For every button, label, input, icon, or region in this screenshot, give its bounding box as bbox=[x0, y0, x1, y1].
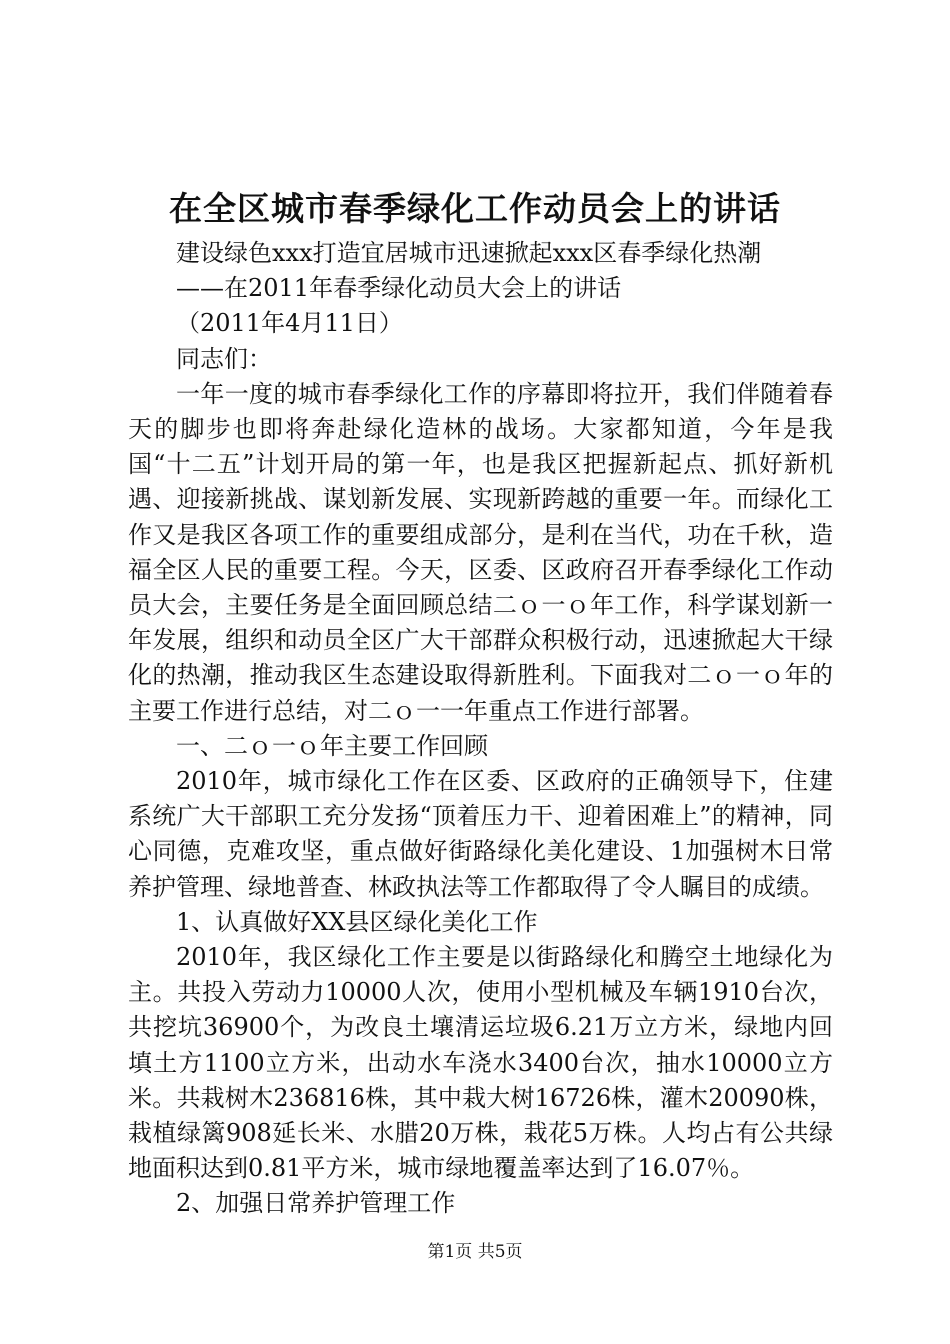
document-title: 在全区城市春季绿化工作动员会上的讲话 bbox=[169, 189, 781, 228]
item-2-heading: 2、加强日常养护管理工作 bbox=[176, 1189, 456, 1218]
date-line: （2011年4月11日） bbox=[176, 309, 403, 338]
paragraph-intro: 一年一度的城市春季绿化工作的序幕即将拉开，我们伴随着春天的脚步也即将奔赴绿化造林的战场。大家都知道，今年是我国“十二五”计划开局的第一年，也是我区把握新起点、抓好新机遇、迎接新挑战、谋划新发展、实现新跨越的重要一年。而绿化工作又是我区各项工作的重要组成部分，是利在当代，功在千秋，造福全区人民的重要工程。今天，区委、区政府召开春季绿化工作动员大会，主要任务是全面回顾总结二ｏ一ｏ年工作，科学谋划新一年发展，组织和动员全区广大干部群众积极行动，迅速掀起大干绿化的热潮，推动我区生态建设取得新胜利。下面我对二ｏ一ｏ年的主要工作进行总结，对二ｏ一一年重点工作进行部署。 bbox=[128, 379, 833, 725]
section-1-heading: 一、二ｏ一ｏ年主要工作回顾 bbox=[176, 731, 488, 760]
subtitle-line-1: 建设绿色xxx打造宜居城市迅速掀起xxx区春季绿化热潮 bbox=[176, 239, 762, 267]
salutation: 同志们： bbox=[176, 344, 272, 373]
document-body bbox=[128, 236, 833, 1222]
section-1-paragraph: 2010年，城市绿化工作在区委、区政府的正确领导下，住建系统广大干部职工充分发扬“顶着压力干、迎着困难上”的精神，同心同德，克难攻坚，重点做好街路绿化美化建设、1加强树木日常养护管理、绿地普查、林政执法等工作都取得了令人瞩目的成绩。 bbox=[128, 767, 833, 901]
subtitle-line-2: ——在2011年春季绿化动员大会上的讲话 bbox=[176, 274, 622, 303]
page-footer: 第1页 共5页 bbox=[427, 1242, 523, 1262]
item-1-heading: 1、认真做好XX县区绿化美化工作 bbox=[176, 907, 538, 936]
item-1-paragraph: 2010年，我区绿化工作主要是以街路绿化和腾空土地绿化为主。共投入劳动力10000人次，使用小型机械及车辆1910台次，共挖坑36900个，为改良土壤清运垃圾6.21万立方米，绿地内回填土方1100立方米，出动水车浇水3400台次，抽水10000立方米。共栽树木236816株，其中栽大树16726株，灌木20090株，栽植绿篱908延长米、水腊20万株，栽花5万株。人均占有公共绿地面积达到0.81平方米，城市绿地覆盖率达到了16.07％。 bbox=[128, 943, 833, 1183]
